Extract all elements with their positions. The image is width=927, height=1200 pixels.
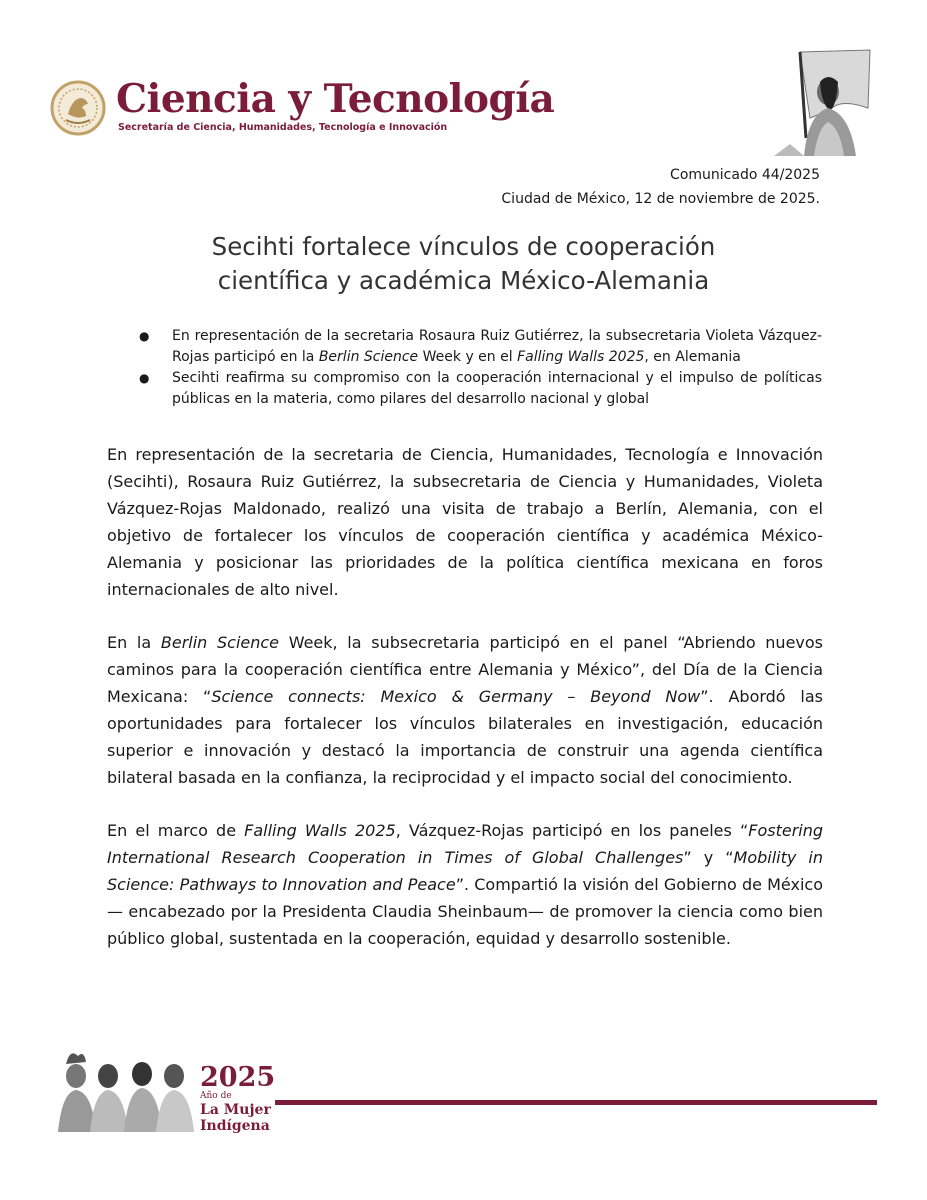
- paragraph-text: En la: [107, 633, 161, 652]
- bullet-italic: Falling Walls 2025: [517, 349, 645, 365]
- paragraph-3: [107, 817, 823, 952]
- footer-divider: [275, 1100, 877, 1105]
- bullet-text: En representación de la secretaria Rosaura Ruiz Gutiérrez, la subsecretaria Violeta Vázquez-Rojas participó en la: [172, 328, 822, 365]
- mexico-coat-of-arms-seal-icon: [50, 80, 106, 136]
- communique-meta: [501, 163, 820, 211]
- headline-line-2: científica y académica México-Alemania: [217, 266, 710, 295]
- communique-number: Comunicado 44/2025: [670, 167, 820, 183]
- bullet-dot-icon: ●: [139, 371, 150, 385]
- brand-subtitle: Secretaría de Ciencia, Humanidades, Tecnología e Innovación: [118, 122, 448, 133]
- footer-year: 2025: [200, 1062, 276, 1093]
- bullet-text: Week y en el: [418, 349, 518, 365]
- paragraph-2: [107, 629, 823, 791]
- brand-title: Ciencia y Tecnología: [116, 76, 555, 122]
- bullet-text: , en Alemania: [644, 349, 741, 365]
- article-body: [107, 441, 823, 978]
- paragraph-text: En el marco de: [107, 821, 245, 840]
- paragraph-text: ”. Abordó las oportunidades para fortalecer los vínculos bilaterales en investigación, educación superior e innovación y destacó la importancia de construir una agenda científica bilateral basada en la confianza, la reciprocidad y el impacto social del conocimiento.: [107, 687, 823, 787]
- woman-with-flag-illustration-icon: [770, 48, 874, 156]
- bullet-dot-icon: ●: [139, 329, 150, 343]
- headline: [107, 230, 820, 298]
- paragraph-italic: Fostering International Research Cooperation in Times of Global Challenges: [107, 821, 824, 867]
- bullet-item: [139, 368, 822, 410]
- paragraph-text: Week, la subsecretaria participó en el panel “Abriendo nuevos caminos para la cooperación científica entre Alemania y México”, del Día de la Ciencia Mexicana: “: [107, 633, 824, 706]
- place-date: Ciudad de México, 12 de noviembre de 2025.: [501, 191, 820, 207]
- summary-bullets: [139, 326, 822, 410]
- footer-year-caption: Año de: [200, 1091, 232, 1101]
- paragraph-1: En representación de la secretaria de Ciencia, Humanidades, Tecnología e Innovación (Secihti), Rosaura Ruiz Gutiérrez, la subsecretaria de Ciencia y Humanidades, Violeta Vázquez-Rojas Maldonado, realizó una visita de trabajo a Berlín, Alemania, con el objetivo de fortalecer los vínculos de cooperación científica y académica México-Alemania y posicionar las prioridades de la política científica mexicana en foros internacionales de alto nivel.: [107, 445, 823, 599]
- paragraph-italic: Berlin Science: [160, 633, 280, 652]
- paragraph-text: , Vázquez-Rojas participó en los paneles “: [395, 821, 749, 840]
- footer-slogan-line-2: Indígena: [200, 1118, 270, 1134]
- document-header: [0, 0, 927, 160]
- bullet-item: [139, 326, 822, 368]
- headline-line-1: Secihti fortalece vínculos de cooperación: [211, 232, 716, 261]
- paragraph-text: ”. Compartió la visión del Gobierno de México — encabezado por la Presidenta Claudia Sheinbaum— de promover la ciencia como bien público global, sustentada en la cooperación, equidad y desarrollo sostenible.: [107, 875, 823, 948]
- paragraph-text: ” y “: [683, 848, 734, 867]
- indigenous-women-illustration-icon: [56, 1046, 194, 1132]
- paragraph-italic: Falling Walls 2025: [244, 821, 396, 840]
- footer-slogan-line-1: La Mujer: [200, 1102, 271, 1118]
- paragraph-italic: Science connects: Mexico & Germany – Beyond Now: [211, 687, 701, 706]
- bullet-italic: Berlin Science: [318, 349, 419, 365]
- paragraph-italic: Mobility in Science: Pathways to Innovation and Peace: [107, 848, 823, 894]
- bullet-text: Secihti reafirma su compromiso con la cooperación internacional y el impulso de políticas públicas en la materia, como pilares del desarrollo nacional y global: [172, 370, 822, 407]
